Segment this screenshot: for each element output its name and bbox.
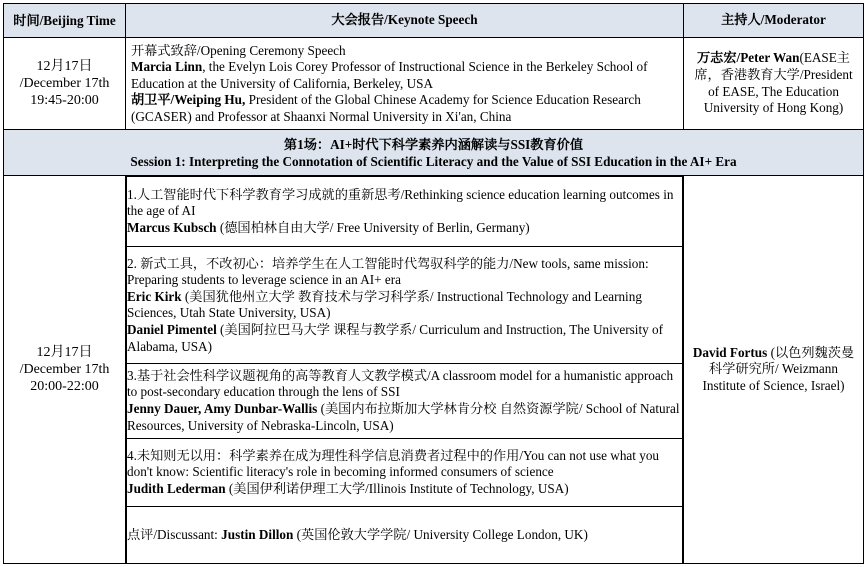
talk-title: 3.基于社会性科学议题视角的高等教育人文教学模式/A classroom model for a humanistic approach to post-secondary education through the lens of SSI	[127, 367, 674, 400]
header-time: 时间/Beijing Time	[4, 4, 126, 38]
speaker-affiliation: (美国伊利诺伊理工大学/Illinois Institute of Technology, USA)	[225, 480, 569, 496]
talk-speaker	[127, 220, 682, 237]
speaker-name: Daniel Pimentel	[127, 321, 217, 337]
moderator-name: 万志宏/Peter Wan	[696, 50, 800, 66]
session-title-en: Session 1: Interpreting the Connotation of Scientific Literacy and the Value of SSI Education in the AI+ Era	[130, 153, 737, 169]
session-talks	[126, 176, 684, 564]
session-time	[4, 176, 126, 564]
speaker-affiliation: (美国犹他州立大学 教育技术与学习科学系/ Instructional Technology and Learning Sciences, Utah State University, USA)	[127, 288, 642, 321]
speaker-name: Eric Kirk	[127, 288, 182, 304]
opening-title: 开幕式致辞/Opening Ceremony Speech	[131, 42, 346, 58]
opening-speaker-1	[131, 59, 677, 92]
moderator-name: David Fortus	[692, 344, 768, 360]
speaker-affiliation: (美国阿拉巴马大学 课程与教学系/ Curriculum and Instruction, The University of Alabama, USA)	[127, 321, 663, 354]
session-hours: 20:00-22:00	[30, 379, 99, 394]
discussant-row	[127, 507, 683, 563]
speaker-affiliation: (美国内布拉斯加大学林肯分校 自然资源学院/ School of Natural Resources, University of Nebraska-Lincoln, USA)	[127, 400, 680, 433]
session-title	[4, 130, 864, 176]
opening-speaker-2	[131, 92, 677, 125]
talk-speaker	[127, 401, 682, 434]
header-keynote: 大会报告/Keynote Speech	[126, 4, 684, 38]
opening-time	[4, 38, 126, 130]
opening-row	[4, 38, 864, 130]
talk-title: 2. 新式工具，不改初心：培养学生在人工智能时代驾驭科学的能力/New tools, same mission: Preparing students to leverage science in an AI+ era	[127, 255, 649, 288]
opening-speech	[126, 38, 684, 130]
talk-speaker	[127, 481, 682, 498]
speaker-affiliation: (德国柏林自由大学/ Free University of Berlin, Germany)	[216, 220, 530, 236]
talk-title: 4.未知则无以用：科学素养在成为理性科学信息消费者过程中的作用/You can not use what you don't know: Scientific literacy's role in becoming informed consumers of science	[127, 447, 660, 480]
header-row	[4, 4, 864, 38]
talk-item	[127, 247, 683, 364]
talk-item	[127, 177, 683, 247]
session-date-en: /December 17th	[19, 362, 110, 377]
talk-list	[126, 176, 683, 563]
speaker-name: Judith Lederman	[127, 480, 226, 496]
session-body-row	[4, 176, 864, 564]
opening-date-zh: 12月17日	[36, 59, 93, 74]
session-title-zh: 第1场：AI+时代下科学素养内涵解读与SSI教育价值	[283, 136, 584, 152]
discussant-affiliation: (英国伦敦大学学院/ University College London, UK)	[293, 526, 588, 542]
header-moderator: 主持人/Moderator	[684, 4, 864, 38]
discussant-name: Justin Dillon	[221, 526, 294, 542]
talk-speaker	[127, 322, 682, 355]
discussant-label: 点评/Discussant:	[127, 526, 222, 542]
opening-date-en: /December 17th	[19, 76, 110, 91]
moderator-affiliation: (以色列魏茨曼科学研究所/ Weizmann Institute of Science, Israel)	[702, 344, 855, 393]
opening-moderator	[684, 38, 864, 130]
session-date-zh: 12月17日	[36, 345, 93, 360]
talk-item	[127, 364, 683, 438]
talk-item	[127, 438, 683, 506]
talk-title: 1.人工智能时代下科学教育学习成就的重新思考/Rethinking science education learning outcomes in the age of AI	[127, 186, 674, 219]
session-moderator	[684, 176, 864, 564]
moderator-affiliation: (EASE主席，香港教育大学/President of EASE, The Education University of Hong Kong)	[694, 50, 853, 116]
speaker-affiliation: President of the Global Chinese Academy for Science Education Research (GCASER) and Professor at Shaanxi Normal University in Xi'an, China	[131, 92, 641, 124]
speaker-name: Marcus Kubsch	[127, 220, 217, 236]
speaker-name: Marcia Linn	[131, 59, 203, 75]
speaker-affiliation: , the Evelyn Lois Corey Professor of Instructional Science in the Berkeley School of Education at the University of California, Berkeley, USA	[131, 59, 648, 91]
speaker-name: 胡卫平/Weiping Hu,	[131, 92, 246, 108]
opening-hours: 19:45-20:00	[30, 93, 99, 108]
schedule-table	[3, 3, 864, 564]
session-title-row	[4, 130, 864, 176]
speaker-name: Jenny Dauer, Amy Dunbar-Wallis	[127, 400, 318, 416]
talk-speaker	[127, 289, 682, 322]
